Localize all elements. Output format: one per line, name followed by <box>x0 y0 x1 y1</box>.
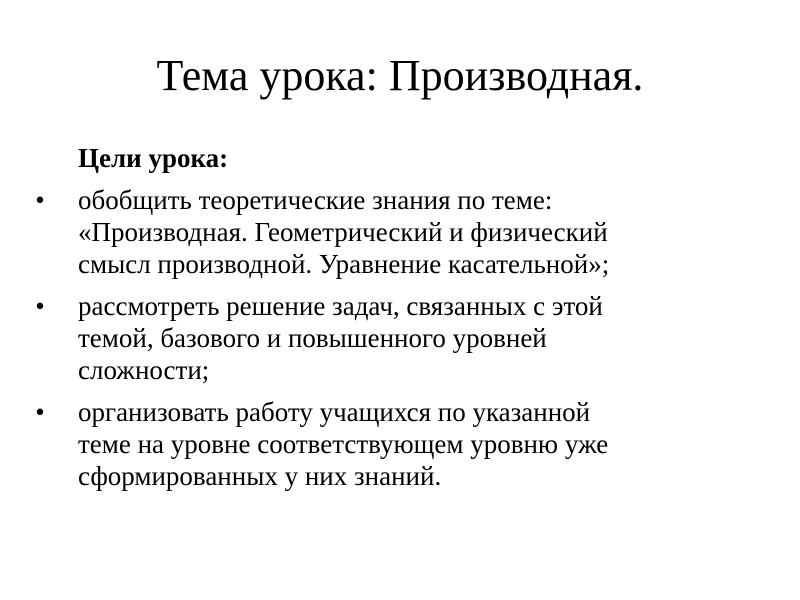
goal-line: теме на уровне соответствующем уровню уже <box>78 429 609 459</box>
goal-line: темой, базового и повышенного уровней <box>78 323 547 353</box>
slide-content <box>30 142 770 502</box>
slide-title: Тема урока: Производная. <box>156 51 644 100</box>
goal-line: обобщить теоретические знания по теме: <box>78 185 553 215</box>
goals-list <box>30 184 770 492</box>
bullet-icon: • <box>35 291 45 321</box>
goal-item <box>30 290 770 386</box>
goal-line: организовать работу учащихся по указанной <box>78 397 591 427</box>
goal-item <box>30 184 770 280</box>
goal-line: сложности; <box>78 355 210 385</box>
goal-item <box>30 396 770 492</box>
goals-heading: Цели урока: <box>78 143 229 173</box>
goal-line: рассмотреть решение задач, связанных с этой <box>78 291 603 321</box>
bullet-icon: • <box>35 185 45 215</box>
goal-line: «Производная. Геометрический и физический <box>78 217 608 247</box>
goal-line: смысл производной. Уравнение касательной»; <box>78 249 610 279</box>
goal-line: сформированных у них знаний. <box>78 461 442 491</box>
bullet-icon: • <box>35 397 45 427</box>
